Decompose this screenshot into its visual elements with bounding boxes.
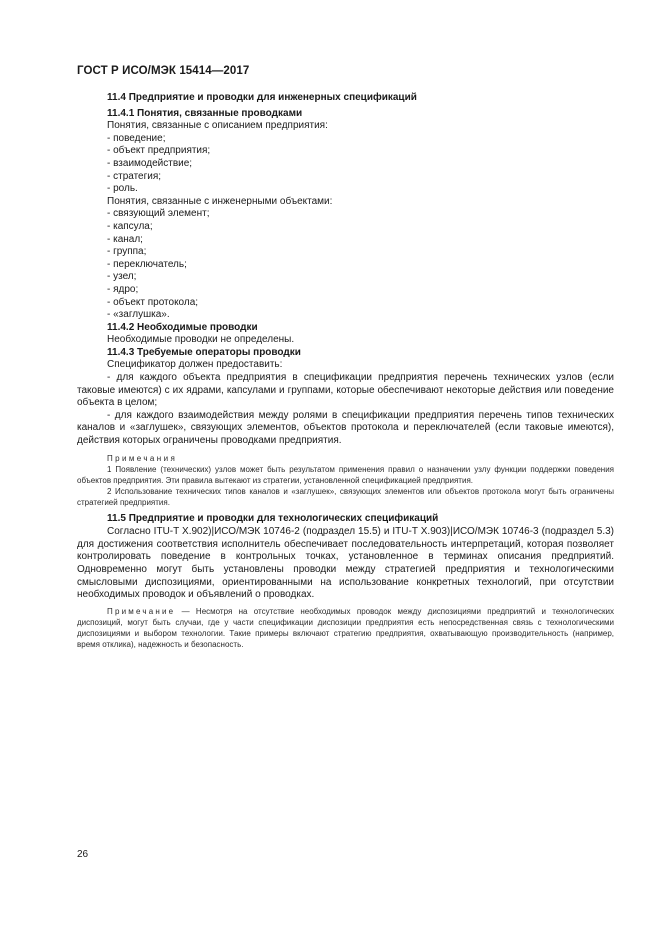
note-1: 1 Появление (технических) узлов может быть результатом применения правил о назначении узлу функции поддержки поведения объектов предприятия. Эти правила вытекают из стратегии, установленной спецификацией предприятия. [77,464,614,486]
section-11-4-3-para-1: - для каждого объекта предприятия в спецификации предприятия перечень технических узлов (если таковые имеются) с их ядрами, капсулами и группами, которые обеспечивают некоторые действия или поведение объекта в целом; [77,372,614,409]
section-11-4-3-heading: 11.4.3 Требуемые операторы проводки [107,346,301,358]
section-11-4-2-heading: 11.4.2 Необходимые проводки [107,321,258,333]
page-number: 26 [77,849,89,860]
engineering-concepts-intro: Понятия, связанные с инженерными объектами: [107,195,333,207]
document-header: ГОСТ Р ИСО/МЭК 15414—2017 [77,65,250,77]
section-11-5-para: Согласно ITU-T X.902)|ИСО/МЭК 10746-2 (подраздел 15.5) и ITU-T X.903)|ИСО/МЭК 10746-3 (подраздел 5.3) для достижения соответствия исполнитель обеспечивает последовательность интерпретаций, которая позволяет контролировать поведение в контрольных точках, установленное в терминах описания предприятий. Одновременно могут быть установлены проводки между стратегией предприятия и технологическими смысловыми диспозициями, ориентированными на использование конкретных технологий, при отсутствии необходимых проводок и объявлений о проводках. [77,526,614,601]
page-content [77,92,614,651]
notes-label: Примечания [107,453,178,463]
section-11-4-heading: 11.4 Предприятие и проводки для инженерных спецификаций [107,92,417,103]
section-11-4-2-text: Необходимые проводки не определены. [107,334,295,346]
list-item: - капсула; [107,220,153,232]
enterprise-concepts-intro: Понятия, связанные с описанием предприятия: [107,120,328,132]
note-2: 2 Использование технических типов каналов и «заглушек», связующих элементов или объектов протокола могут быть ограничены стратегией предприятия. [77,487,614,508]
list-item: - группа; [107,246,147,258]
list-item: - объект протокола; [107,296,199,308]
list-item: - «заглушка». [107,309,170,321]
list-item: - объект предприятия; [107,145,211,157]
list-item: - переключатель; [107,258,187,270]
section-11-5-heading: 11.5 Предприятие и проводки для технологических спецификаций [107,512,439,524]
list-item: - роль. [107,183,138,195]
section-11-4-3-para-2: - для каждого взаимодействия между ролями в спецификации предприятия перечень типов технических каналов и «заглушек», связующих элементов, объектов протокола и переключателей (если таковые имеются), действия которых ограничены проводками предприятия. [77,409,614,447]
list-item: - взаимодействие; [107,157,193,169]
list-item: - поведение; [107,132,166,144]
section-11-4-1-heading: 11.4.1 Понятия, связанные проводками [107,107,303,119]
section-11-5-note [77,606,614,651]
note-text: — Несмотря на отсутствие необходимых проводок между диспозициями предприятий и технологических диспозиций, могут быть случаи, где у части спецификации диспозиции предприятия есть непосредственная связь с технологическими диспозициями и выбором технологии. Такие примеры включают стратегию предприятия, охватывающую производительность (например, время отклика), надежность и безопасность. [77,606,614,650]
list-item: - ядро; [107,283,139,295]
list-item: - стратегия; [107,170,162,182]
note-label: Примечание [107,606,176,616]
list-item: - узел; [107,271,137,283]
list-item: - канал; [107,233,143,245]
list-item: - связующий элемент; [107,208,210,220]
section-11-4-3-intro: Спецификатор должен предоставить: [107,359,283,371]
